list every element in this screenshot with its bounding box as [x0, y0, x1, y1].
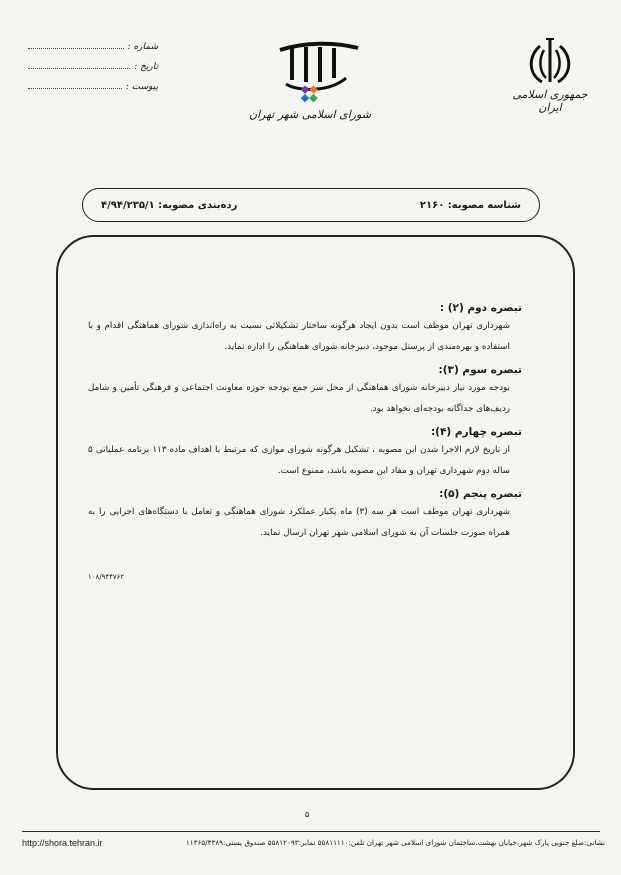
field-attachment-label: پیوست : [125, 82, 158, 92]
section-title: تبصره دوم (۲) : [439, 302, 522, 314]
section-title: تبصره پنجم (۵): [439, 488, 522, 500]
document-body [88, 300, 522, 544]
header-fields [28, 40, 158, 100]
section-body: شهرداری تهران موظف است بدون ایجاد هرگونه ساختار تشکیلاتی نسبت به راه‌اندازی شورای هماهنگی اقدام و با استفاده و بهره‌مندی از پرسنل موجود، دبیرخانه شورای هماهنگی را اداره نماید. [88, 321, 510, 352]
footer-divider [22, 831, 600, 832]
section-body: بودجه مورد نیاز دبیرخانه شورای هماهنگی از محل سر جمع بودجه حوزه معاونت اجتماعی و فرهنگی تأمین و شامل ردیف‌های جداگانه بودجه‌ای نخواهد بود. [88, 383, 510, 414]
approval-classification: رده‌بندی مصوبه: ۴/۹۴/۲۳۵/۱ [101, 199, 238, 211]
section-body: از تاریخ لازم الاجرا شدن این مصوبه ، تشکیل هرگونه شورای موازی که مرتبط با اهداف ماده ۱۱۳ برنامه عملیاتی ۵ ساله دوم شهرداری تهران و مفاد این مصوبه باشد، ممنوع است. [88, 445, 510, 476]
council-name: شورای اسلامی شهر تهران [249, 108, 371, 121]
section-title: تبصره سوم (۳): [438, 364, 522, 376]
field-number-label: شماره : [127, 42, 158, 52]
iran-emblem-icon [518, 36, 582, 92]
iran-emblem [518, 36, 582, 92]
page-number: ۵ [305, 810, 310, 819]
approval-id: شناسه مصوبه: ۲۱۶۰ [419, 199, 521, 211]
document-code: ۱۰۸/۹۴۴۷۶۲ [88, 573, 125, 581]
section-body: شهرداری تهران موظف است هر سه (۳) ماه یکبار عملکرد شورای هماهنگی و تعامل با دستگاه‌های اجرایی را به همراه صورت جلسات آن به شورای اسلامی شهر تهران ارسال نماید. [88, 507, 510, 538]
approval-info-box [82, 188, 540, 222]
field-number-line [28, 40, 124, 49]
country-name: جمهوری اسلامی ایران [512, 88, 588, 114]
footer-address: نشانی:ضلع جنوبی پارک شهر،خیابان بهشت،ساختمان شورای اسلامی شهر تهران تلفن:۵۵۸۱۱۱۱۰ نمابر:۵۵۸۱۲۰۹۳ صندوق پستی:۱۱۳۶۵/۴۳۸۹ [185, 838, 605, 847]
field-attachment-line [28, 80, 122, 89]
field-date-line [28, 60, 130, 69]
field-number [28, 40, 158, 60]
footer-url: http://shora.tehran.ir [22, 838, 103, 848]
field-attachment [28, 80, 158, 100]
section-title: تبصره چهارم (۴): [430, 426, 522, 438]
council-logo-icon [250, 38, 370, 108]
field-date [28, 60, 158, 80]
field-date-label: تاریخ : [134, 62, 158, 72]
